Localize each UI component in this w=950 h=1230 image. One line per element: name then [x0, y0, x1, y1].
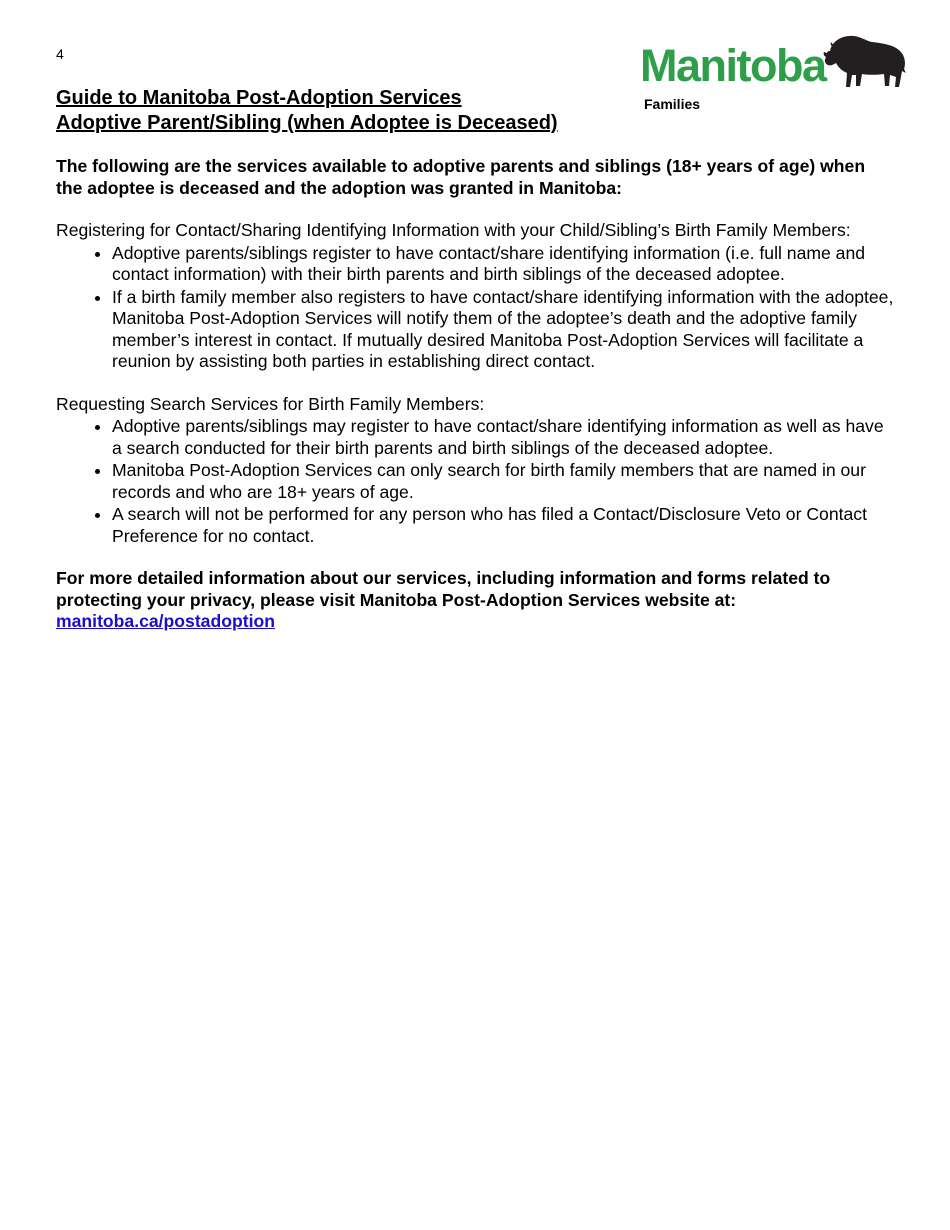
section-heading-search: Requesting Search Services for Birth Family Members:: [56, 393, 485, 414]
logo-department: Families: [644, 96, 701, 112]
title-line-1: Guide to Manitoba Post-Adoption Services: [56, 87, 462, 109]
intro-paragraph: The following are the services available to adoptive parents and siblings (18+ years of age) when the adoptee is deceased and the adoption was granted in Manitoba:: [56, 156, 866, 198]
list-item: • If a birth family member also registers to have contact/share identifying information with the adoptee, Manitoba Post-Adoption Services will notify them of the adoptee’s death and the adoptive family member’s interest in contact. If mutually desired Manitoba Post-Adoption Services will facilitate a reunion by assisting both parties in establishing direct contact.: [112, 287, 896, 373]
list-item: • Manitoba Post-Adoption Services can only search for birth family members that are named in our records and who are 18+ years of age.: [112, 460, 896, 503]
bullet-list-search: [56, 416, 896, 547]
list-item: • A search will not be performed for any person who has filed a Contact/Disclosure Veto or Contact Preference for no contact.: [112, 504, 896, 547]
document-body: [56, 86, 896, 633]
page-title: [56, 86, 896, 136]
closing-paragraph: For more detailed information about our services, including information and forms related to protecting your privacy, please visit Manitoba Post-Adoption Services website at:: [56, 568, 831, 610]
section-heading-registering: Registering for Contact/Sharing Identifying Information with your Child/Sibling’s Birth Family Members:: [56, 220, 851, 240]
logo-wordmark: Manitoba: [640, 40, 826, 91]
page-number: 4: [56, 46, 64, 62]
list-item: • Adoptive parents/siblings register to have contact/share identifying information (i.e. full name and contact information) with their birth parents and birth siblings of the deceased adoptee.: [112, 243, 896, 286]
bison-icon: [820, 33, 908, 91]
title-line-2: Adoptive Parent/Sibling (when Adoptee is Deceased): [56, 112, 558, 134]
postadoption-website-link[interactable]: manitoba.ca/postadoption: [56, 611, 275, 631]
bullet-list-registering: [56, 243, 896, 373]
list-item: • Adoptive parents/siblings may register to have contact/share identifying information as well as have a search conducted for their birth parents and birth siblings of the deceased adoptee.: [112, 416, 896, 459]
